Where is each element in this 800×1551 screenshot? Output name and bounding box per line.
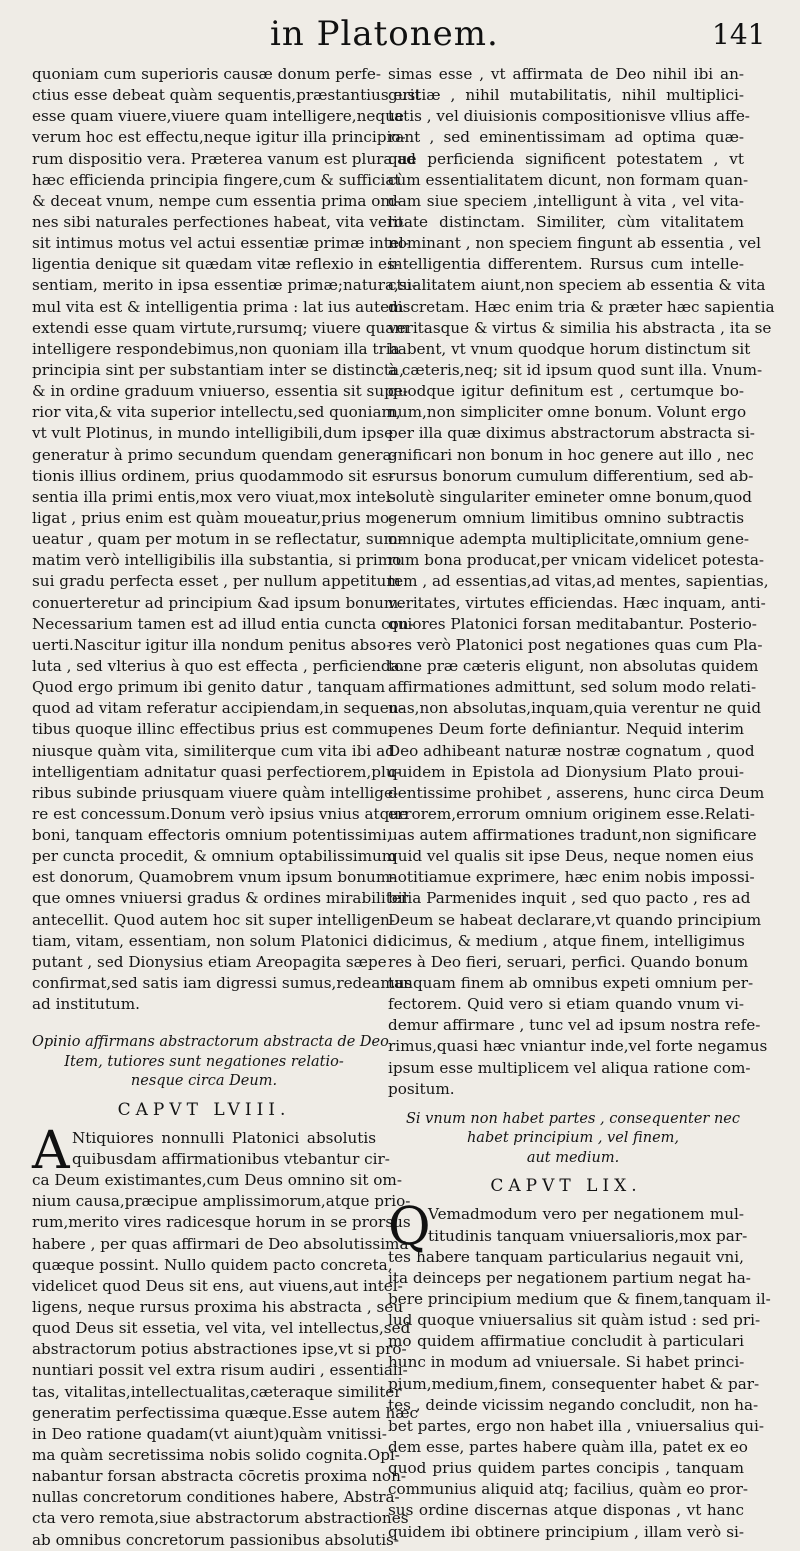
text-line: rimus,quasi hæc vniantur inde,vel forte negamus — [388, 1037, 768, 1056]
text-line: ribus subinde priusquam viuere quàm intellige- — [32, 783, 399, 802]
text-line: quod ad vitam referatur accipiendam,in sequen- — [32, 699, 404, 718]
chapter-59-caption — [388, 1110, 744, 1169]
text-line: nominant , non speciem fingunt ab essentia , vel — [388, 234, 762, 253]
left-column — [32, 64, 421, 1551]
text-line: res verò Platonici post negationes quas cum Pla- — [388, 635, 763, 654]
text-line: ita deinceps per negationem partium negat ha- — [388, 1268, 751, 1287]
text-line: ab omnibus concretorum passionibus absolutis- — [32, 1530, 399, 1549]
text-line: videlicet quod Deus sit ens, aut viuens,aut intel- — [32, 1276, 403, 1295]
text-line: omnique adempta multiplicitate,omnium gene- — [388, 530, 750, 549]
text-line: bere principium medium que & finem,tanquam il- — [388, 1289, 771, 1308]
text-line: positum. — [388, 1079, 455, 1098]
text-line: tiam, vitam, essentiam, non solum Platonici di- — [32, 931, 393, 950]
text-line: tes habere tanquam particularius negauit vni, — [388, 1247, 744, 1266]
text-line: tibus quoque illinc effectibus prius est commu- — [32, 720, 394, 739]
text-line: re est concessum.Donum verò ipsius vnius atque — [32, 804, 409, 823]
drop-cap-a: A — [32, 1120, 70, 1181]
text-line: num,non simpliciter omne bonum. Volunt ergo — [388, 403, 747, 422]
text-line: solutè singulariter emineter omne bonum,quod — [388, 487, 753, 506]
text-line: Quod ergo primum ibi genito datur , tanquam — [32, 678, 386, 697]
text-line: ca Deum existimantes,cum Deus omnino sit om- — [32, 1171, 402, 1190]
text-line: habent, vt vnum quodque horum distinctum sit — [388, 339, 751, 358]
text-line: boni, tanquam effectoris omnium potentissimi, — [32, 826, 392, 845]
text-line: quoniam cum superioris causæ donum perfe- — [32, 65, 381, 83]
text-line: bilia Parmenides inquit , sed quo pacto , res ad — [388, 889, 751, 908]
text-line: rant , sed eminentissimam ad optima quæ- — [388, 128, 744, 147]
caption-line: aut medium. — [526, 1149, 620, 1166]
text-line: gnificari non bonum in hoc genere aut illo , nec — [388, 445, 754, 464]
text-line: dicimus, & medium , atque finem, intelligimus — [388, 931, 745, 950]
text-line: sentia illa primi entis,mox vero viuat,mox intel- — [32, 487, 396, 506]
text-line: matim verò intelligibilis illa substantia, si primo — [32, 551, 402, 570]
text-line: à cæteris,neq; sit id ipsum quod sunt illa. Vnum- — [388, 360, 763, 379]
text-line: ma quàm secretissima nobis solido cognita.Opi- — [32, 1445, 400, 1464]
text-line: uas,non absolutas,inquam,quia verentur ne quid — [388, 699, 762, 718]
text-line: ligat , prius enim est quàm moueatur,prius mo- — [32, 508, 395, 527]
text-line: per illa quæ diximus abstractorum abstracta si- — [388, 424, 755, 443]
text-line: quod Deus sit essetia, vel vita, vel intellectus,sed — [32, 1319, 411, 1338]
text-line: demur affirmare , tunc vel ad ipsum nostra refe- — [388, 1016, 761, 1035]
text-line: que omnes vniuersi gradus & ordines mirabiliter — [32, 889, 409, 908]
text-line: pium,medium,finem, consequenter habet & par- — [388, 1374, 760, 1393]
text-line: tes , deinde vicissim negando concludit, non ha- — [388, 1395, 759, 1414]
text-line: quibusdam affirmationibus vtebantur cir- — [72, 1149, 390, 1168]
chapter-58-lines — [32, 1120, 419, 1551]
caption-line: nesque circa Deum. — [130, 1073, 278, 1090]
text-line: confirmat,sed satis iam digressi sumus,redeamus — [32, 974, 413, 993]
text-line: nes sibi naturales perfectiones habeat, vita vero — [32, 212, 404, 231]
text-line: & deceat vnum, nempe cum essentia prima om- — [32, 191, 400, 210]
text-line: titudinis tanquam vniuersalioris,mox par- — [428, 1226, 748, 1245]
chapter-59-heading: CAPVT LIX. — [490, 1176, 642, 1197]
text-line: Deum se habeat declarare,vt quando principium — [388, 910, 762, 929]
text-line: bet partes, ergo non habet illa , vniuersalius qui- — [388, 1416, 764, 1435]
text-line: que perficienda significent potestatem , vt — [388, 149, 744, 168]
text-line: Vemadmodum vero per negationem mul- — [428, 1205, 744, 1224]
text-line: sui gradu perfecta esset , per nullum appetitum — [32, 572, 401, 591]
text-line: quod prius quidem partes concipis , tanquam — [388, 1459, 744, 1478]
text-line: ligens, neque rursus proxima his abstracta , seu — [32, 1297, 404, 1316]
text-line: quæque possint. Nullo quidem pacto concreta, — [32, 1255, 393, 1274]
text-line: veritasque & virtus & similia his abstracta , ita se — [388, 318, 772, 337]
text-line: generum omnium limitibus omnino subtractis — [388, 508, 744, 527]
text-line: extendi esse quam virtute,rursumq; viuere quam — [32, 318, 409, 337]
text-line: principia sint per substantiam inter se distincta, — [32, 360, 404, 379]
text-line: tionis illius ordinem, prius quodammodo sit es- — [32, 466, 394, 485]
text-line: sit intimus motus vel actui essentiæ primæ intel- — [32, 234, 409, 253]
text-line: sus ordine discernas atque disponas , vt hanc — [388, 1501, 744, 1520]
text-line: Necessarium tamen est ad illud entia cuncta con- — [32, 614, 414, 633]
text-line: gustiæ , nihil mutabilitatis, nihil multiplici- — [388, 86, 744, 105]
right-column — [388, 64, 775, 1543]
text-line: tatis , vel diuisionis compositionisve vllius affe- — [388, 107, 750, 126]
text-line: uas autem affirmationes tradunt,non significare — [388, 826, 757, 845]
text-line: & in ordine graduum vniuerso, essentia sit supe- — [32, 382, 408, 401]
text-line: fectorem. Quid vero si etiam quando vnum vi- — [388, 995, 744, 1014]
text-line: tanquam finem ab omnibus expeti omnium per- — [388, 974, 754, 993]
text-line: verum hoc est effectu,neque igitur illa principio- — [32, 128, 406, 147]
text-line: cùm essentialitatem dicunt, non formam quan- — [388, 170, 749, 189]
text-line: in Deo ratione quadam(vt aiunt)quàm vnitissi- — [32, 1424, 387, 1443]
text-line: intelligentiam adnitatur quasi perfectiorem,plu- — [32, 762, 401, 781]
text-line: dentissime prohibet , asserens, hunc circa Deum — [388, 783, 765, 802]
text-line: simas esse , vt affirmata de Deo nihil ibi an- — [388, 65, 744, 83]
text-line: lud quoque vniuersalius sit quàm istud : sed pri- — [388, 1311, 761, 1330]
text-line: nabantur forsan abstracta cōcretis proxima non- — [32, 1467, 406, 1486]
text-line: uerti.Nascitur igitur illa nondum penitus abso- — [32, 635, 392, 654]
text-line: cta vero remota,siue abstractorum abstractiones — [32, 1509, 409, 1528]
text-line: ueatur , quam per motum in se reflectatur, sum- — [32, 530, 404, 549]
text-line: est donorum, Quamobrem vnum ipsum bonum- — [32, 868, 396, 887]
text-line: generatim perfectissima quæque.Esse autem hæc — [32, 1403, 419, 1422]
text-line: quidem ibi obtinere principium , illam verò si- — [388, 1522, 744, 1541]
text-line: conuerteretur ad principium &ad ipsum bonum. — [32, 593, 404, 612]
text-line: generatur à primo secundum quendam genera- — [32, 445, 397, 464]
text-line: nium causa,præcipue amplissimorum,atque prio- — [32, 1192, 411, 1211]
text-line: luta , sed vlterius à quo est effecta , perficienda. — [32, 656, 405, 675]
chapter-58-caption — [32, 1033, 394, 1092]
drop-cap-q: Q — [388, 1197, 431, 1258]
text-line: quidem in Epistola ad Dionysium Plato proui- — [388, 762, 744, 781]
left-text-block — [32, 64, 421, 1015]
text-line: rum dispositio vera. Præterea vanum est plura ad — [32, 149, 417, 168]
text-line: quodque igitur definitum est , certumque bo- — [388, 382, 744, 401]
chapter-58-text — [32, 1120, 419, 1551]
text-line: nuntiari possit vel extra risum audiri , essentiali- — [32, 1361, 408, 1380]
text-line: nullas concretorum conditiones habere, Abstra- — [32, 1488, 400, 1507]
page-number: 141 — [712, 18, 766, 51]
text-line: intelligere respondebimus,non quoniam illa tria — [32, 339, 400, 358]
text-line: Deo adhibeant naturæ nostræ cognatum , quod — [388, 741, 755, 760]
text-line: Ntiquiores nonnulli Platonici absolutis — [72, 1128, 376, 1147]
text-line: litate distinctam. Similiter, cùm vitalitatem — [388, 212, 744, 231]
text-line: mo quidem affirmatiue concludit à particulari — [388, 1332, 744, 1351]
text-line: mul vita est & intelligentia prima : lat ius autem — [32, 297, 404, 316]
text-line: abstractorum potius abstractiones ipse,vt si pro- — [32, 1340, 407, 1359]
text-line: putant , sed Dionysius etiam Areopagita sæpe — [32, 952, 387, 971]
text-line: habere , per quas affirmari de Deo absolutissima — [32, 1234, 409, 1253]
text-line: ipsum esse multiplicem vel aliqua ratione com- — [388, 1058, 751, 1077]
right-text-block — [388, 64, 775, 1100]
text-line: penes Deum forte definiantur. Nequid interim — [388, 720, 744, 739]
text-line: ligentia denique sit quædam vitæ reflexio in es- — [32, 255, 400, 274]
text-line: affirmationes admittunt, sed solum modo relati- — [388, 678, 757, 697]
text-line: ctius esse debeat quàm sequentis,præstantius erit — [32, 86, 421, 105]
text-line: hunc in modum ad vniuersale. Si habet princi- — [388, 1353, 745, 1372]
text-line: rum bona producat,per vnicam videlicet potesta- — [388, 551, 765, 570]
text-line: veritates, virtutes efficiendas. Hæc inquam, anti- — [388, 593, 766, 612]
chapter-59-lines — [388, 1197, 771, 1542]
text-line: dem esse, partes habere quàm illa, patet ex eo — [388, 1437, 748, 1456]
text-line: rursus bonorum cumulum differentium, sed ab- — [388, 466, 754, 485]
text-line: quiores Platonici forsan meditabantur. Posterio- — [388, 614, 757, 633]
text-line: intelligentia differentem. Rursus cum intelle- — [388, 255, 744, 274]
text-line: ad institutum. — [32, 995, 140, 1014]
text-line: res à Deo fieri, seruari, perfici. Quando bonum — [388, 952, 749, 971]
text-line: rum,merito vires radicesque horum in se prorsus — [32, 1213, 411, 1232]
text-line: niusque quàm vita, similiterque cum vita ibi ad — [32, 741, 395, 760]
text-line: communius aliquid atq; facilius, quàm eo pror- — [388, 1480, 749, 1499]
text-line: sentiam, merito in ipsa essentiæ primæ;natura,si- — [32, 276, 417, 295]
text-line: hæc efficienda principia fingere,cum & sufficiat — [32, 170, 401, 189]
text-line: discretam. Hæc enim tria & præter hæc sapientia — [388, 297, 775, 316]
caption-line: Opinio affirmans abstractorum abstracta de Deo. — [32, 1034, 394, 1051]
text-line: esse quam viuere,viuere quam intelligere,neque — [32, 107, 404, 126]
text-line: notitiamue exprimere, hæc enim nobis impossi- — [388, 868, 755, 887]
text-line: per cuncta procedit, & omnium optabilissimum — [32, 847, 397, 866]
text-line: rior vita,& vita superior intellectu,sed quoniam, — [32, 403, 401, 422]
text-line: ctualitatem aiunt,non speciem ab essentia & vita — [388, 276, 766, 295]
text-line: errorem,errorum omnium originem esse.Relati- — [388, 804, 755, 823]
caption-line: Si vnum non habet partes , consequenter nec — [406, 1110, 740, 1127]
text-line: tas, vitalitas,intellectualitas,cæteraque similiter — [32, 1382, 402, 1401]
text-line: dam siue speciem ,intelligunt à vita , vel vita- — [388, 191, 744, 210]
text-line: vt vult Plotinus, in mundo intelligibili,dum ipse — [32, 424, 394, 443]
chapter-59-text — [388, 1197, 771, 1542]
text-line: tone præ cæteris eligunt, non absolutas quidem — [388, 656, 759, 675]
text-line: tem , ad essentias,ad vitas,ad mentes, sapientias, — [388, 572, 769, 591]
running-title: in Platonem. — [270, 14, 499, 54]
text-line: antecellit. Quod autem hoc sit super intelligen- — [32, 910, 395, 929]
caption-line: Item, tutiores sunt negationes relatio- — [64, 1053, 344, 1070]
text-line: quid vel qualis sit ipse Deus, neque nomen eius — [388, 847, 754, 866]
caption-line: habet principium , vel finem, — [466, 1130, 680, 1147]
chapter-58-heading: CAPVT LVIII. — [117, 1099, 291, 1120]
